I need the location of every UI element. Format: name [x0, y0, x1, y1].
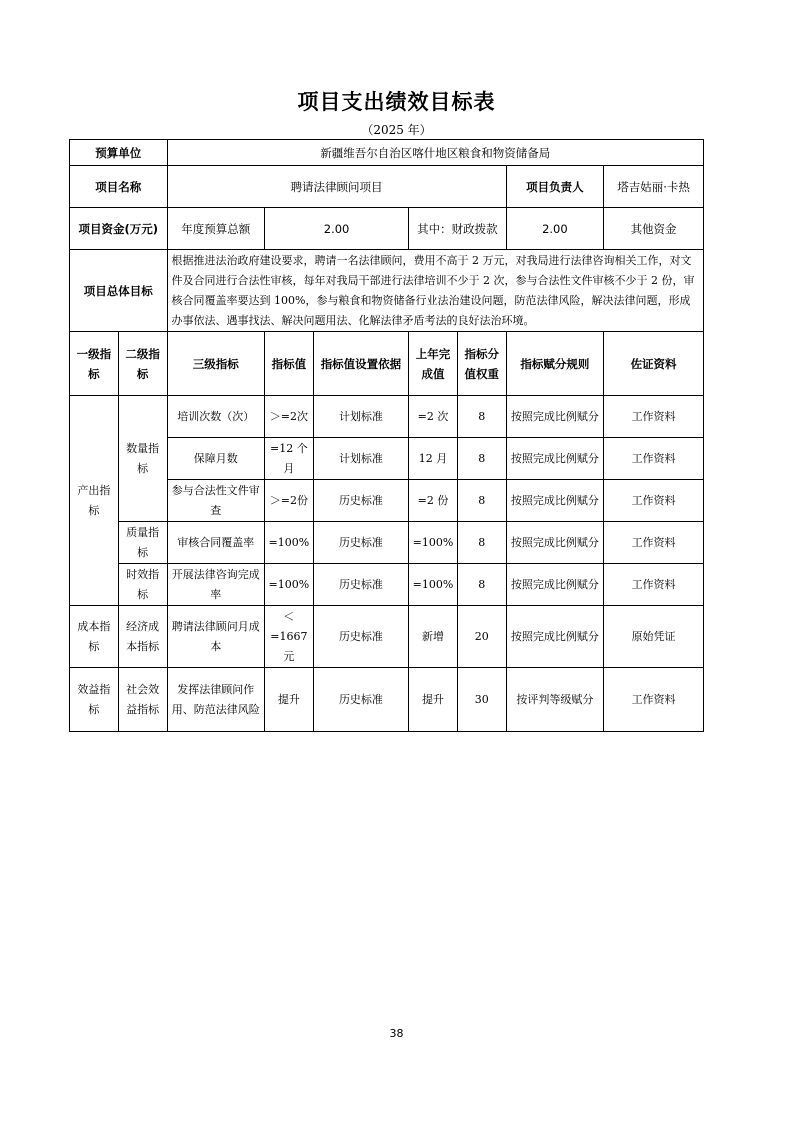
header-basis: 指标值设置依据 — [313, 332, 408, 396]
group-cost: 成本指标 — [70, 606, 119, 668]
group-output: 产出指标 — [70, 396, 119, 606]
row-evidence: 工作资料 — [604, 396, 704, 438]
table-row — [70, 522, 704, 564]
row-level3: 聘请法律顾问月成本 — [167, 606, 265, 668]
row-basis: 历史标准 — [313, 606, 408, 668]
page-number: 38 — [389, 1027, 404, 1040]
row-last-year: =2 份 — [409, 480, 458, 522]
row-last-year: 提升 — [409, 668, 458, 732]
table-row — [70, 564, 704, 606]
row-scoring-rule: 按照完成比例赋分 — [506, 480, 604, 522]
row-level3: 保障月数 — [167, 438, 265, 480]
row-last-year: =100% — [409, 522, 458, 564]
group-benefit: 效益指标 — [70, 668, 119, 732]
row-basis: 计划标准 — [313, 396, 408, 438]
row-weight: 8 — [457, 438, 506, 480]
row-scoring-rule: 按照完成比例赋分 — [506, 564, 604, 606]
performance-table — [69, 139, 704, 732]
row-evidence: 工作资料 — [604, 564, 704, 606]
header-level3: 三级指标 — [167, 332, 265, 396]
row-index-value: =12 个月 — [265, 438, 314, 480]
table-row — [70, 396, 704, 438]
subgroup-economic-cost: 经济成本指标 — [118, 606, 167, 668]
row-level3: 参与合法性文件审查 — [167, 480, 265, 522]
row-weight: 30 — [457, 668, 506, 732]
overall-goal-row — [70, 250, 704, 332]
row-index-value: ＞=2次 — [265, 396, 314, 438]
row-last-year: =2 次 — [409, 396, 458, 438]
row-evidence: 工作资料 — [604, 438, 704, 480]
project-name-label: 项目名称 — [70, 166, 168, 208]
header-evidence: 佐证资料 — [604, 332, 704, 396]
row-level3: 发挥法律顾问作用、防范法律风险 — [167, 668, 265, 732]
header-weight: 指标分值权重 — [457, 332, 506, 396]
row-index-value: ＞=2份 — [265, 480, 314, 522]
row-level3: 审核合同覆盖率 — [167, 522, 265, 564]
row-index-value: 提升 — [265, 668, 314, 732]
header-level2: 二级指标 — [118, 332, 167, 396]
row-evidence: 工作资料 — [604, 480, 704, 522]
row-scoring-rule: 按照完成比例赋分 — [506, 606, 604, 668]
table-row — [70, 606, 704, 668]
row-weight: 8 — [457, 522, 506, 564]
annual-budget-value: 2.00 — [265, 208, 409, 250]
row-evidence: 原始凭证 — [604, 606, 704, 668]
row-weight: 8 — [457, 396, 506, 438]
header-index-value: 指标值 — [265, 332, 314, 396]
row-basis: 历史标准 — [313, 564, 408, 606]
indicator-header-row — [70, 332, 704, 396]
fiscal-allocation-label: 其中：财政拨款 — [409, 208, 507, 250]
row-scoring-rule: 按评判等级赋分 — [506, 668, 604, 732]
row-weight: 20 — [457, 606, 506, 668]
row-basis: 历史标准 — [313, 522, 408, 564]
overall-goal-text: 根据推进法治政府建设要求，聘请一名法律顾问，费用不高于 2 万元，对我局进行法律咨询相关工作，对文件及合同进行合法性审核，每年对我局干部进行法律培训不少于 2 次，参与合法性文件审核不少于 2 份，审核合同覆盖率要达到 100%，参与粮食和物资储备行业法治建设问题，防范法律风险，解决法律问题，形成办事依法、遇事找法、解决问题用法、化解法律矛盾考法的良好法治环境。 — [167, 250, 704, 332]
subgroup-quantity: 数量指标 — [118, 396, 167, 522]
header-scoring-rule: 指标赋分规则 — [506, 332, 604, 396]
table-row — [70, 668, 704, 732]
row-last-year: 新增 — [409, 606, 458, 668]
subgroup-social-benefit: 社会效益指标 — [118, 668, 167, 732]
row-weight: 8 — [457, 480, 506, 522]
budget-unit-row — [70, 140, 704, 166]
other-funds-label: 其他资金 — [604, 208, 704, 250]
subgroup-timeliness: 时效指标 — [118, 564, 167, 606]
subgroup-quality: 质量指标 — [118, 522, 167, 564]
project-funds-row — [70, 208, 704, 250]
row-last-year: 12 月 — [409, 438, 458, 480]
row-evidence: 工作资料 — [604, 522, 704, 564]
header-last-year: 上年完成值 — [409, 332, 458, 396]
project-name-row — [70, 166, 704, 208]
row-basis: 计划标准 — [313, 438, 408, 480]
project-name-value: 聘请法律顾问项目 — [167, 166, 506, 208]
row-weight: 8 — [457, 564, 506, 606]
year-label: （2025 年） — [361, 123, 432, 137]
row-evidence: 工作资料 — [604, 668, 704, 732]
budget-unit-label: 预算单位 — [70, 140, 168, 166]
row-basis: 历史标准 — [313, 668, 408, 732]
row-index-value: ＜=1667元 — [265, 606, 314, 668]
row-scoring-rule: 按照完成比例赋分 — [506, 396, 604, 438]
budget-unit-value: 新疆维吾尔自治区喀什地区粮食和物资储备局 — [167, 140, 704, 166]
row-basis: 历史标准 — [313, 480, 408, 522]
annual-budget-label: 年度预算总额 — [167, 208, 265, 250]
row-last-year: =100% — [409, 564, 458, 606]
row-index-value: =100% — [265, 564, 314, 606]
row-level3: 培训次数（次） — [167, 396, 265, 438]
project-leader-value: 塔吉姑丽·卡热 — [604, 166, 704, 208]
header-level1: 一级指标 — [70, 332, 119, 396]
row-level3: 开展法律咨询完成率 — [167, 564, 265, 606]
fiscal-allocation-value: 2.00 — [506, 208, 604, 250]
page-title: 项目支出绩效目标表 — [297, 90, 496, 114]
row-index-value: =100% — [265, 522, 314, 564]
row-scoring-rule: 按照完成比例赋分 — [506, 522, 604, 564]
row-scoring-rule: 按照完成比例赋分 — [506, 438, 604, 480]
project-funds-label: 项目资金(万元) — [70, 208, 168, 250]
overall-goal-label: 项目总体目标 — [70, 250, 168, 332]
project-leader-label: 项目负责人 — [506, 166, 604, 208]
